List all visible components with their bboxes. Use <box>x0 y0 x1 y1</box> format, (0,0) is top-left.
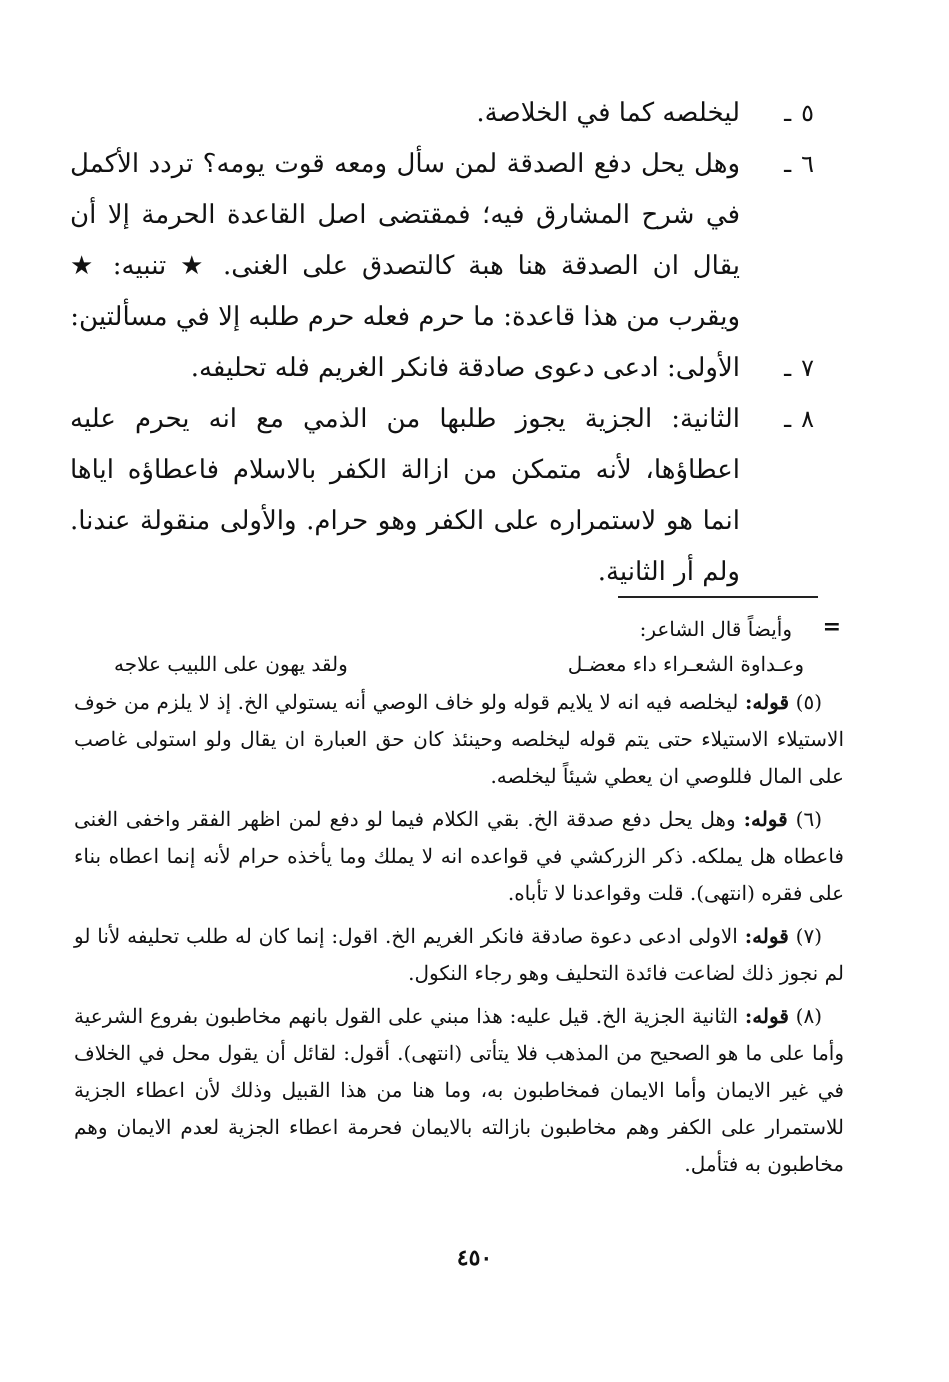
verse-second-hemistich: ولقد يهون على اللبيب علاجه <box>114 652 348 676</box>
footnote-ref: (٨) <box>795 1004 823 1028</box>
footnotes <box>74 612 844 1189</box>
footnote-text: الثانية الجزية الخ. قيل عليه: هذا مبني على القول بانهم مخاطبون بفروع الشرعية وأما على ما هو الصحيح من المذهب فلا يتأتى (انتهى). أقول: لقائل أن يقول محل في الخلاف في غير الايمان وأما الايمان فمخاطبون به، وما هنا من هذا القبيل وذلك لأن اعطاء الجزية للاستمرار على الكفر وهم مخاطبون بازالته بالايمان فحرمة اعطاء الجزية لعدم الايمان وهم مخاطبون به فتأمل. <box>74 1004 844 1176</box>
footnote-6 <box>74 801 844 912</box>
footnote-text: الاولى ادعى دعوة صادقة فانكر الغريم الخ. اقول: إنما كان له طلب تحليفه لأنا لو لم نجوز ذلك لضاعت فائدة التحليف وهو رجاء النكول. <box>74 924 844 985</box>
footnote-8 <box>74 998 844 1183</box>
footnote-separator <box>618 596 818 598</box>
entry-number: ٥ـ <box>784 99 814 127</box>
entry-number: ٧ـ <box>784 354 814 382</box>
poet-intro: وأيضاً قال الشاعر: <box>639 617 792 641</box>
entry-text: وهل يحل دفع الصدقة لمن سأل ومعه قوت يومه؟ تردد الأكمل في شرح المشارق فيه؛ فمقتضى اصل القاعدة الحرمة إلا أن يقال ان الصدقة هنا هبة كالتصدق على الغنى. ★ تنبيه: ★ ويقرب من هذا قاعدة: ما حرم فعله حرم طلبه إلا في مسألتين: <box>70 149 740 332</box>
continuation-mark: = <box>822 614 841 640</box>
footnote-keyword: قوله: <box>744 1004 789 1028</box>
page-number: ٤٥٠ <box>456 1245 493 1271</box>
footnote-text: ليخلصه فيه انه لا يلايم قوله ولو خاف الوصي أنه يستولي الخ. إذ لا يلزم من خوف الاستيلاء الاستيلاء حتى يتم قوله ليخلصه وحينئذ كان حق العبارة ان يقال ولو استولى غاصب على المال فللوصي ان يعطي شيئاً ليخلصه. <box>74 690 844 788</box>
footnote-ref: (٧) <box>795 924 822 948</box>
entry-text: الأولى: ادعى دعوى صادقة فانكر الغريم فله تحليفه. <box>190 353 740 383</box>
main-text <box>70 88 814 598</box>
poetry-verse <box>114 646 804 682</box>
footnote-ref: (٦) <box>795 807 822 831</box>
footnote-text: وهل يحل دفع صدقة الخ. بقي الكلام فيما لو دفع لمن اظهر الفقر واخفى الغنى فاعطاه هل يملكه. ذكر الزركشي في قواعده انه لا يملك وما يأخذه حرام لأنه إنما اعطاه بناء على فقره (انتهى). قلت وقواعدنا لا تأباه. <box>74 807 844 905</box>
footnote-keyword: قوله: <box>743 807 788 831</box>
footnote-5 <box>74 684 844 795</box>
main-entry-8 <box>70 394 814 598</box>
entry-text: ليخلصه كما في الخلاصة. <box>476 98 740 128</box>
entry-number: ٨ـ <box>784 405 814 433</box>
footnote-keyword: قوله: <box>744 690 790 714</box>
verse-first-hemistich: وعـداوة الشعـراء داء معضـل <box>567 652 804 676</box>
footnote-keyword: قوله: <box>744 924 789 948</box>
footnote-7 <box>74 918 844 992</box>
entry-text: الثانية: الجزية يجوز طلبها من الذمي مع انه يحرم عليه اعطاؤها، لأنه متمكن من ازالة الكفر بالاسلام فاعطاؤه اياها انما هو لاستمراره على الكفر وهو حرام. والأولى منقولة عندنا. ولم أر الثانية. <box>70 404 740 587</box>
main-entry-6 <box>70 139 814 343</box>
main-entry-7 <box>70 343 814 394</box>
main-entry-5 <box>70 88 814 139</box>
footnote-ref: (٥) <box>795 690 822 714</box>
entry-number: ٦ـ <box>784 150 814 178</box>
